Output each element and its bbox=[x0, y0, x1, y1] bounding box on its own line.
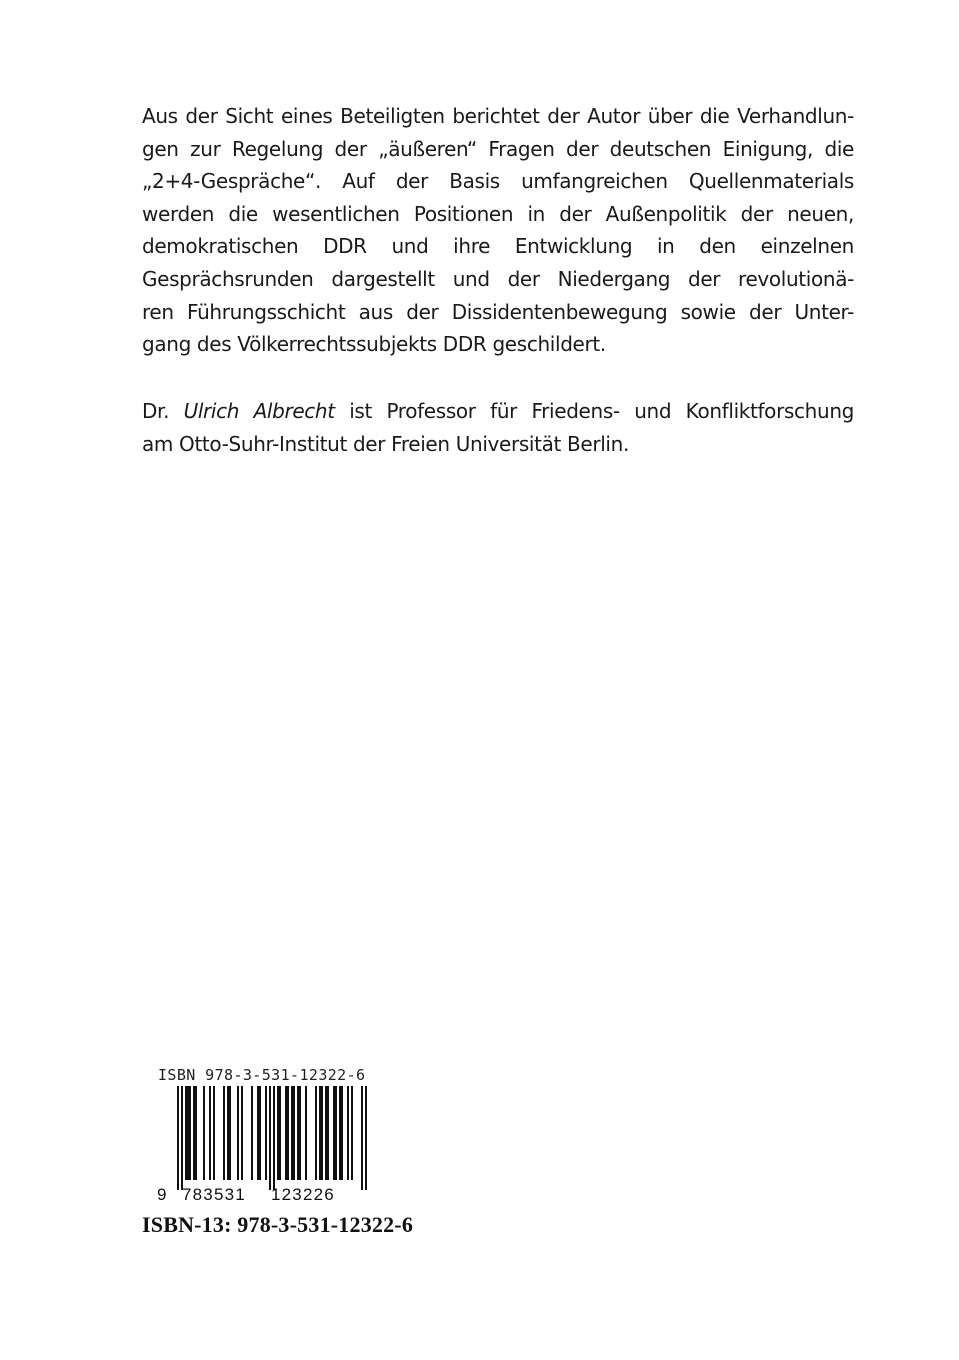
barcode-bar bbox=[213, 1086, 215, 1180]
barcode-bar bbox=[209, 1086, 211, 1180]
barcode-bar bbox=[273, 1086, 275, 1190]
barcode bbox=[155, 1086, 385, 1208]
blurb-line-4: werden die wesentlichen Positionen in der Außenpolitik der neuen, bbox=[142, 201, 854, 226]
bio-prefix: Dr. bbox=[142, 399, 184, 423]
blurb-text bbox=[142, 100, 854, 361]
barcode-bar bbox=[265, 1086, 267, 1180]
barcode-bar bbox=[361, 1086, 363, 1190]
barcode-bar bbox=[269, 1086, 271, 1190]
barcode-bar bbox=[185, 1086, 191, 1180]
bio-line-1 bbox=[142, 395, 854, 428]
barcode-digits-left: 783531 bbox=[182, 1185, 246, 1204]
blurb-line-3: „2+4-Gespräche“. Auf der Basis umfangreichen Quellenmaterials bbox=[142, 169, 854, 194]
author-name: Ulrich Albrecht bbox=[183, 399, 335, 423]
blurb-line-5: demokratischen DDR und ihre Entwicklung in den einzelnen bbox=[142, 234, 854, 259]
barcode-isbn-caption: ISBN 978-3-531-12322-6 bbox=[158, 1066, 366, 1084]
barcode-bars bbox=[177, 1086, 367, 1190]
barcode-bar bbox=[291, 1086, 295, 1180]
blurb-line-7: ren Führungsschicht aus der Dissidentenbewegung sowie der Unter- bbox=[142, 299, 854, 324]
barcode-bar bbox=[227, 1086, 231, 1180]
blurb-line-2: gen zur Regelung der „äußeren“ Fragen der deutschen Einigung, die bbox=[142, 136, 854, 161]
author-bio bbox=[142, 395, 854, 460]
barcode-bar bbox=[319, 1086, 323, 1180]
barcode-bar bbox=[351, 1086, 353, 1180]
barcode-bar bbox=[257, 1086, 261, 1180]
barcode-bar bbox=[223, 1086, 225, 1180]
blurb-line-1: Aus der Sicht eines Beteiligten berichtet der Autor über die Verhandlun- bbox=[142, 104, 854, 128]
barcode-bar bbox=[241, 1086, 243, 1180]
barcode-bar bbox=[325, 1086, 329, 1180]
barcode-bar bbox=[251, 1086, 253, 1180]
barcode-digit-lead: 9 bbox=[157, 1185, 167, 1204]
barcode-bar bbox=[181, 1086, 183, 1190]
barcode-bar bbox=[237, 1086, 239, 1180]
bio-suffix: ist Professor für Friedens- und Konfliktforschung bbox=[334, 399, 854, 423]
barcode-bar bbox=[347, 1086, 349, 1180]
barcode-bar bbox=[203, 1086, 205, 1180]
barcode-bar bbox=[285, 1086, 289, 1180]
barcode-bar bbox=[177, 1086, 179, 1190]
barcode-bar bbox=[193, 1086, 197, 1180]
barcode-bar bbox=[305, 1086, 307, 1180]
barcode-bar bbox=[365, 1086, 367, 1190]
blurb-line-6: Gesprächsrunden dargestellt und der Niedergang der revolutionä- bbox=[142, 266, 854, 291]
barcode-bar bbox=[297, 1086, 301, 1180]
barcode-bar bbox=[333, 1086, 337, 1180]
barcode-bar bbox=[315, 1086, 317, 1180]
blurb-line-8: gang des Völkerrechtssubjekts DDR geschildert. bbox=[142, 332, 606, 357]
barcode-bar bbox=[277, 1086, 281, 1180]
barcode-bar bbox=[339, 1086, 343, 1180]
bio-line-2: am Otto-Suhr-Institut der Freien Universität Berlin. bbox=[142, 431, 629, 456]
barcode-digits-right: 123226 bbox=[271, 1185, 335, 1204]
isbn13-label: ISBN-13: 978-3-531-12322-6 bbox=[142, 1212, 414, 1237]
